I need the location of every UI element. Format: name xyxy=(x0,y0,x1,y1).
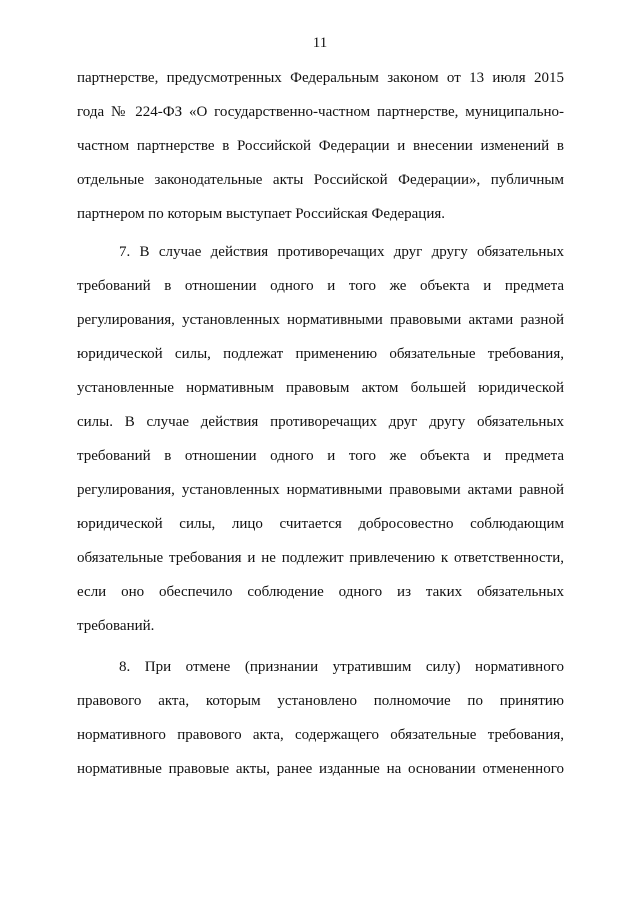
text-line: нормативные правовые акты, ранее изданные на основании отмененного xyxy=(77,761,564,777)
paragraph-item-7 xyxy=(77,242,564,650)
text-line: обязательные требования и не подлежит привлечению к ответственности, xyxy=(77,550,564,566)
text-line: нормативного правового акта, содержащего обязательные требования, xyxy=(77,727,564,743)
text-line: отдельные законодательные акты Российской Федерации», публичным xyxy=(77,172,564,188)
text-line: 7. В случае действия противоречащих друг другу обязательных xyxy=(119,244,564,260)
page-number: 11 xyxy=(312,35,328,51)
text-line: года № 224-ФЗ «О государственно-частном партнерстве, муниципально- xyxy=(77,104,564,120)
text-line: 8. При отмене (признании утратившим силу) нормативного xyxy=(119,659,564,675)
text-line: если оно обеспечило соблюдение одного из таких обязательных xyxy=(77,584,564,600)
paragraph-continuation xyxy=(77,68,564,238)
text-line: требований. xyxy=(77,618,155,634)
paragraph-item-8 xyxy=(77,657,564,793)
text-line: требований в отношении одного и того же объекта и предмета xyxy=(77,278,564,294)
text-line: партнером по которым выступает Российская Федерация. xyxy=(77,206,445,222)
text-line: юридической силы, подлежат применению обязательные требования, xyxy=(77,346,564,362)
text-line: партнерстве, предусмотренных Федеральным законом от 13 июля 2015 xyxy=(77,70,564,86)
text-line: требований в отношении одного и того же объекта и предмета xyxy=(77,448,564,464)
text-line: частном партнерстве в Российской Федерации и внесении изменений в xyxy=(77,138,564,154)
text-line: силы. В случае действия противоречащих друг другу обязательных xyxy=(77,414,564,430)
text-line: регулирования, установленных нормативными правовыми актами разной xyxy=(77,312,564,328)
text-line: юридической силы, лицо считается добросовестно соблюдающим xyxy=(77,516,564,532)
text-line: правового акта, которым установлено полномочие по принятию xyxy=(77,693,564,709)
text-line: установленные нормативным правовым актом большей юридической xyxy=(77,380,564,396)
text-line: регулирования, установленных нормативными правовыми актами равной xyxy=(77,482,564,498)
